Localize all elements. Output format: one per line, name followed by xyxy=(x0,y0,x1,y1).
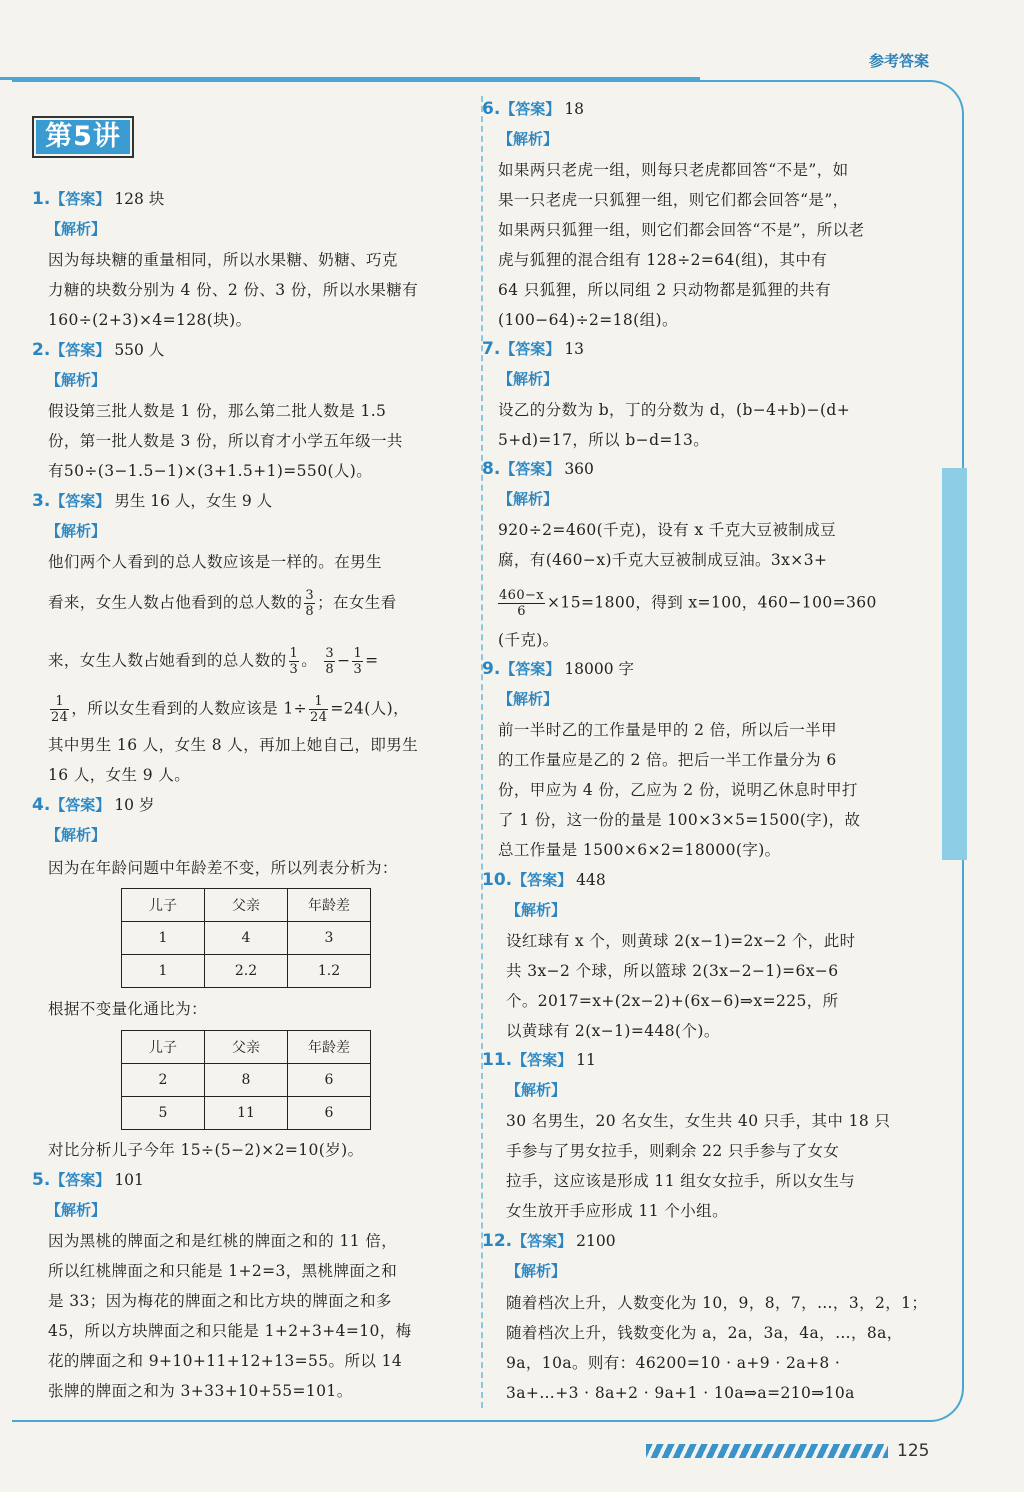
analysis-label: 【解析】 xyxy=(46,826,107,844)
question-3-header: 3.【答案】 男生 16 人，女生 9 人 xyxy=(32,491,273,511)
analysis-label: 【解析】 xyxy=(506,1081,567,1099)
question-11-header: 11.【答案】 11 xyxy=(482,1050,596,1070)
page-number: 125 xyxy=(897,1441,930,1461)
analysis-label: 【解析】 xyxy=(498,130,559,148)
text-line: 如果两只狐狸一组，则它们都会回答“不是”，所以老 xyxy=(498,221,865,239)
text-line: 他们两个人看到的总人数应该是一样的。在男生 xyxy=(48,553,382,571)
text-line: $\frac{460-x}{6}$ ×15=1800，得到 x=100，460−100=360 xyxy=(499,588,877,619)
text-line: 因为在年龄问题中年龄差不变，所以列表分析为： xyxy=(48,859,398,877)
text-line: 如果两只老虎一组，则每只老虎都回答“不是”，如 xyxy=(498,161,849,179)
text-line: 5+d)=17，所以 b−d=13。 xyxy=(498,431,710,449)
text-line: 以黄球有 2(x−1)=448(个)。 xyxy=(506,1022,720,1040)
text-line: 是 33；因为梅花的牌面之和比方块的牌面之和多 xyxy=(48,1292,392,1310)
text-line: 其中男生 16 人，女生 8 人，再加上她自己，即男生 xyxy=(48,736,419,754)
analysis-label: 【解析】 xyxy=(498,490,559,508)
text-line: 920÷2=460(千克)，设有 x 千克大豆被制成豆 xyxy=(498,521,836,539)
text-line: 随着档次上升，人数变化为 10，9，8，7，…，3，2，1； xyxy=(506,1294,928,1312)
question-12-header: 12.【答案】 2100 xyxy=(482,1231,616,1251)
analysis-label: 【解析】 xyxy=(506,1262,567,1280)
analysis-label: 【解析】 xyxy=(46,522,107,540)
text-line: 因为黑桃的牌面之和是红桃的牌面之和的 11 倍， xyxy=(48,1232,398,1250)
text-line: 手参与了男女拉手，则剩余 22 只手参与了女女 xyxy=(506,1142,840,1160)
text-line: (100−64)÷2=18(组)。 xyxy=(498,311,678,329)
text-line: 力糖的块数分别为 4 份、2 份、3 份，所以水果糖有 xyxy=(48,281,419,299)
fraction: $\frac{3}{8}$ xyxy=(305,588,315,619)
text-line: 张牌的牌面之和为 3+33+10+55=101。 xyxy=(48,1382,353,1400)
fraction: $\frac{1}{3}$ xyxy=(289,646,299,677)
lecture-title-box xyxy=(32,116,134,158)
text-line: 的工作量应是乙的 2 倍。把后一半工作量分为 6 xyxy=(498,751,837,769)
age-table-1: 儿子 父亲 年龄差 1 4 3 1 2.2 1.2 xyxy=(121,888,371,988)
text-line: 花的牌面之和 9+10+11+12+13=55。所以 14 xyxy=(48,1352,403,1370)
text-line: 份，第一批人数是 3 份，所以育才小学五年级一共 xyxy=(48,432,403,450)
analysis-label: 【解析】 xyxy=(46,1201,107,1219)
question-2-header: 2.【答案】 550 人 xyxy=(32,340,165,360)
question-7-header: 7.【答案】 13 xyxy=(482,339,585,359)
analysis-label: 【解析】 xyxy=(498,370,559,388)
text-line: 来，女生人数占她看到的总人数的 $\frac{1}{3}$ 。 $\frac{3}{8}$ − $\frac{1}{3}$ = xyxy=(48,646,379,677)
text-line: 了 1 份，这一份的量是 100×3×5=1500(字)，故 xyxy=(498,811,861,829)
question-9-header: 9.【答案】 18000 字 xyxy=(482,659,635,679)
text-line: 16 人，女生 9 人。 xyxy=(48,766,191,784)
text-line: 看来，女生人数占他看到的总人数的 $\frac{3}{8}$ ；在女生看 xyxy=(48,588,397,619)
text-line: 30 名男生，20 名女生，女生共 40 只手，其中 18 只 xyxy=(506,1112,891,1130)
footer-stripes xyxy=(646,1444,888,1458)
text-line: 腐，有(460−x)千克大豆被制成豆油。3x×3+ xyxy=(498,551,828,569)
text-line: 160÷(2+3)×4=128(块)。 xyxy=(48,311,252,329)
lecture-title: 第5讲 xyxy=(36,120,130,154)
text-line: 45，所以方块牌面之和只能是 1+2+3+4=10，梅 xyxy=(48,1322,412,1340)
fraction: $\frac{460-x}{6}$ xyxy=(499,588,545,619)
analysis-label: 【解析】 xyxy=(46,371,107,389)
question-8-header: 8.【答案】 360 xyxy=(482,459,594,479)
text-line: 3a+…+3 · 8a+2 · 9a+1 · 10a⇒a=210⇒10a xyxy=(506,1384,855,1402)
text-line: 根据不变量化通比为： xyxy=(48,1000,208,1018)
text-line: 虎与狐狸的混合组有 128÷2=64(组)，其中有 xyxy=(498,251,828,269)
text-line: 9a，10a。则有：46200=10 · a+9 · 2a+8 · xyxy=(506,1354,841,1372)
text-line: 假设第三批人数是 1 份，那么第二批人数是 1.5 xyxy=(48,402,387,420)
text-line: 果一只老虎一只狐狸一组，则它们都会回答“是”， xyxy=(498,191,849,209)
text-line: 拉手，这应该是形成 11 组女女拉手，所以女生与 xyxy=(506,1172,856,1190)
column-divider xyxy=(481,96,483,1408)
text-line: (千克)。 xyxy=(498,631,559,649)
text-line: 有50÷(3−1.5−1)×(3+1.5+1)=550(人)。 xyxy=(48,462,373,480)
fraction: $\frac{1}{3}$ xyxy=(353,646,363,677)
text-line: 前一半时乙的工作量是甲的 2 倍，所以后一半甲 xyxy=(498,721,837,739)
analysis-label: 【解析】 xyxy=(506,901,567,919)
analysis-label: 【解析】 xyxy=(46,220,107,238)
question-5-header: 5.【答案】 101 xyxy=(32,1170,144,1190)
question-10-header: 10.【答案】 448 xyxy=(482,870,606,890)
header-title: 参考答案 xyxy=(868,52,929,70)
question-1-header: 1.【答案】 128 块 xyxy=(32,189,165,209)
text-line: 64 只狐狸，所以同组 2 只动物都是狐狸的共有 xyxy=(498,281,831,299)
text-line: 份，甲应为 4 份，乙应为 2 份，说明乙休息时甲打 xyxy=(498,781,858,799)
side-tab xyxy=(942,468,967,860)
text-line: 总工作量是 1500×6×2=18000(字)。 xyxy=(498,841,781,859)
text-line: 对比分析儿子今年 15÷(5−2)×2=10(岁)。 xyxy=(48,1141,364,1159)
text-line: 个。2017=x+(2x−2)+(6x−6)⇒x=225，所 xyxy=(506,992,839,1010)
text-line: $\frac{1}{24}$ ，所以女生看到的人数应该是 1÷ $\frac{1}{24}$ =24(人)， xyxy=(51,694,409,725)
text-line: 设乙的分数为 b，丁的分数为 d，(b−4+b)−(d+ xyxy=(498,401,851,419)
question-6-header: 6.【答案】 18 xyxy=(482,99,585,119)
text-line: 女生放开手应形成 11 个小组。 xyxy=(506,1202,728,1220)
text-line: 随着档次上升，钱数变化为 a，2a，3a，4a，…，8a， xyxy=(506,1324,903,1342)
question-4-header: 4.【答案】 10 岁 xyxy=(32,795,155,815)
text-line: 所以红桃牌面之和只能是 1+2=3，黑桃牌面之和 xyxy=(48,1262,398,1280)
analysis-label: 【解析】 xyxy=(498,690,559,708)
fraction: $\frac{3}{8}$ xyxy=(325,646,335,677)
fraction: $\frac{1}{24}$ xyxy=(51,694,69,725)
text-line: 设红球有 x 个，则黄球 2(x−1)=2x−2 个，此时 xyxy=(506,932,856,950)
age-table-2: 儿子 父亲 年龄差 2 8 6 5 11 6 xyxy=(121,1030,371,1130)
text-line: 因为每块糖的重量相同，所以水果糖、奶糖、巧克 xyxy=(48,251,398,269)
fraction: $\frac{1}{24}$ xyxy=(310,694,328,725)
text-line: 共 3x−2 个球，所以篮球 2(3x−2−1)=6x−6 xyxy=(506,962,839,980)
